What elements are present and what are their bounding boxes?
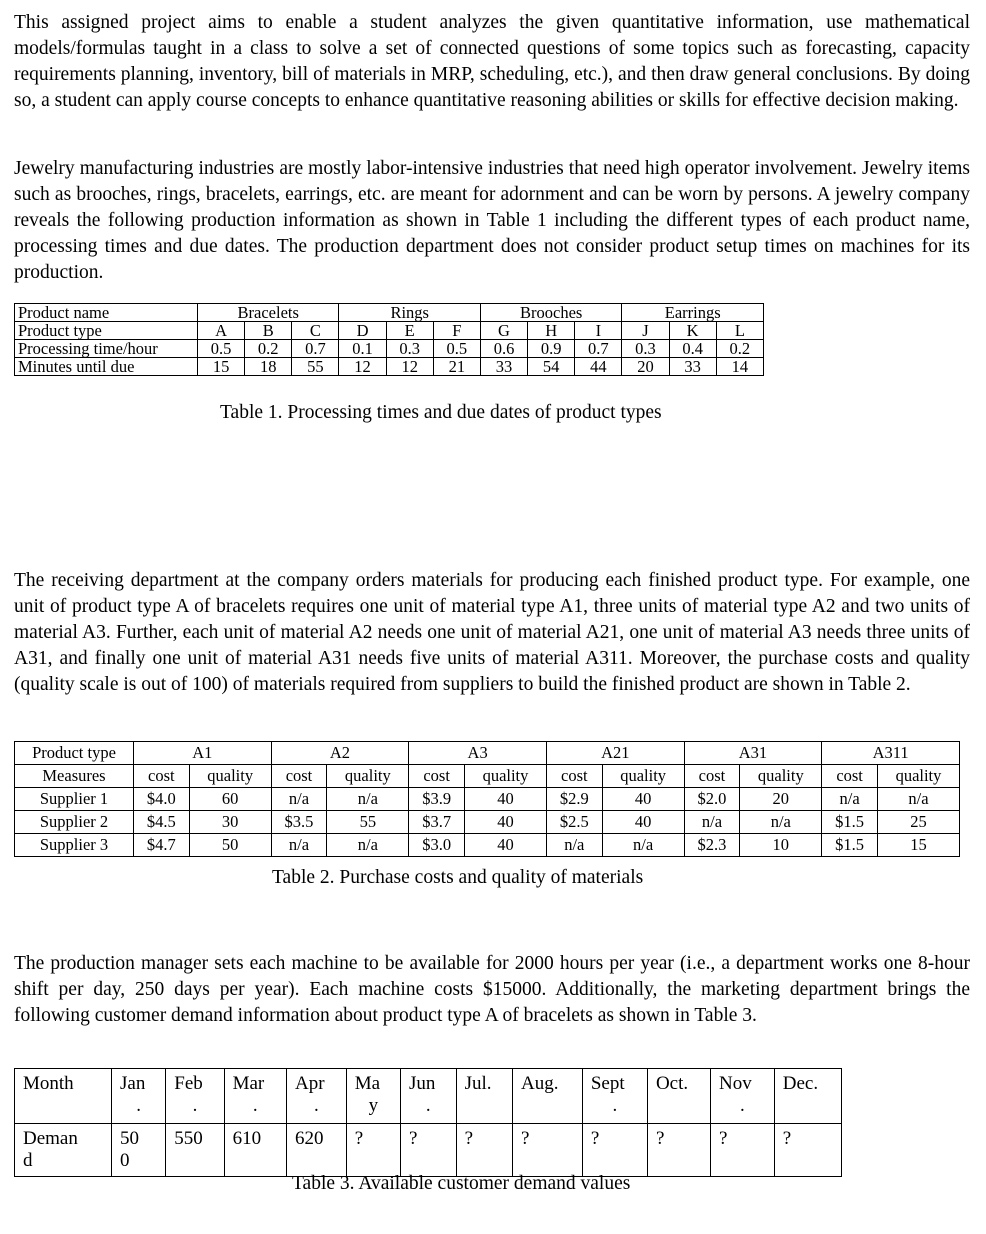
product-name-cell: Rings	[339, 304, 480, 322]
table-row	[15, 340, 764, 358]
month-cell: Apr .	[287, 1069, 347, 1124]
due-minutes-cell: 12	[339, 358, 386, 376]
product-type-cell: I	[575, 322, 622, 340]
cost-header: cost	[409, 765, 465, 788]
product-type-cell: D	[339, 322, 386, 340]
material-header: A2	[271, 742, 409, 765]
demand-table	[14, 1068, 842, 1177]
table-row	[15, 742, 960, 765]
supplier-value-cell: 40	[602, 788, 684, 811]
supplier-value-cell: 30	[189, 811, 271, 834]
processing-time-cell: 0.3	[622, 340, 669, 358]
row-label: Product type	[15, 322, 198, 340]
supplier-value-cell: n/a	[546, 834, 602, 857]
supplier-value-cell: 40	[464, 788, 546, 811]
processing-time-cell: 0.5	[433, 340, 480, 358]
processing-time-cell: 0.7	[575, 340, 622, 358]
supplier-value-cell: n/a	[740, 811, 822, 834]
month-cell: Jun .	[400, 1069, 456, 1124]
month-cell: Dec.	[774, 1069, 841, 1124]
cost-header: cost	[546, 765, 602, 788]
product-type-cell: K	[669, 322, 716, 340]
supplier-value-cell: n/a	[271, 788, 327, 811]
quality-header: quality	[877, 765, 959, 788]
supplier-value-cell: $1.5	[822, 834, 878, 857]
due-minutes-cell: 12	[386, 358, 433, 376]
cost-header: cost	[822, 765, 878, 788]
table-row	[15, 1124, 842, 1177]
month-cell: Aug.	[512, 1069, 582, 1124]
quality-header: quality	[189, 765, 271, 788]
month-label: Month	[15, 1069, 112, 1124]
cost-header: cost	[684, 765, 740, 788]
demand-cell: 610	[224, 1124, 286, 1177]
product-type-cell: J	[622, 322, 669, 340]
month-cell: Jul.	[456, 1069, 512, 1124]
material-header: A1	[134, 742, 272, 765]
cost-header: cost	[271, 765, 327, 788]
month-cell: Sept .	[582, 1069, 647, 1124]
supplier-value-cell: n/a	[327, 834, 409, 857]
table3-caption: Table 3. Available customer demand values	[292, 1173, 631, 1194]
demand-cell: ?	[582, 1124, 647, 1177]
due-minutes-cell: 15	[198, 358, 245, 376]
supplier-value-cell: $2.5	[546, 811, 602, 834]
product-type-cell: G	[480, 322, 527, 340]
product-type-cell: H	[528, 322, 575, 340]
product-type-cell: E	[386, 322, 433, 340]
due-minutes-cell: 54	[528, 358, 575, 376]
table1-caption: Table 1. Processing times and due dates of product types	[220, 402, 662, 423]
table-row	[15, 304, 764, 322]
table-row	[15, 765, 960, 788]
supplier-value-cell: $4.5	[134, 811, 190, 834]
demand-cell: 50 0	[112, 1124, 166, 1177]
supplier-value-cell: 40	[464, 811, 546, 834]
due-minutes-cell: 21	[433, 358, 480, 376]
product-type-cell: L	[716, 322, 763, 340]
material-header: A3	[409, 742, 547, 765]
table-row	[15, 322, 764, 340]
intro-paragraph: This assigned project aims to enable a student analyzes the given quantitative information, use mathematical models/formulas taught in a class to solve a set of connected questions of some topics such as forecasting, capacity requirements planning, inventory, bill of materials in MRP, scheduling, etc.), and then draw general conclusions. By doing so, a student can apply course concepts to enhance quantitative reasoning abilities or skills for effective decision making.	[14, 12, 970, 111]
supplier-value-cell: 55	[327, 811, 409, 834]
materials-table	[14, 741, 960, 857]
supplier-value-cell: n/a	[602, 834, 684, 857]
quality-header: quality	[740, 765, 822, 788]
demand-cell: ?	[711, 1124, 775, 1177]
supplier-value-cell: 40	[464, 834, 546, 857]
demand-cell: ?	[647, 1124, 710, 1177]
quality-header: quality	[464, 765, 546, 788]
demand-cell: 550	[166, 1124, 224, 1177]
supplier-value-cell: n/a	[271, 834, 327, 857]
supplier-value-cell: 15	[877, 834, 959, 857]
month-cell: Mar .	[224, 1069, 286, 1124]
supplier-label: Supplier 1	[15, 788, 134, 811]
demand-cell: ?	[400, 1124, 456, 1177]
product-name-cell: Brooches	[480, 304, 621, 322]
demand-cell: ?	[774, 1124, 841, 1177]
supplier-value-cell: 25	[877, 811, 959, 834]
supplier-label: Supplier 3	[15, 834, 134, 857]
due-minutes-cell: 33	[669, 358, 716, 376]
product-type-cell: C	[292, 322, 339, 340]
supplier-value-cell: $3.5	[271, 811, 327, 834]
table2-caption: Table 2. Purchase costs and quality of materials	[272, 867, 644, 888]
product-name-cell: Earrings	[622, 304, 764, 322]
supplier-value-cell: $4.7	[134, 834, 190, 857]
corner-cell: Product type	[15, 742, 134, 765]
processing-time-cell: 0.3	[386, 340, 433, 358]
supplier-value-cell: $2.3	[684, 834, 740, 857]
supplier-value-cell: $3.7	[409, 811, 465, 834]
due-minutes-cell: 33	[480, 358, 527, 376]
row-label: Product name	[15, 304, 198, 322]
supplier-value-cell: $3.0	[409, 834, 465, 857]
month-cell: Nov .	[711, 1069, 775, 1124]
supplier-value-cell: 40	[602, 811, 684, 834]
due-minutes-cell: 14	[716, 358, 763, 376]
due-minutes-cell: 55	[292, 358, 339, 376]
supplier-value-cell: $1.5	[822, 811, 878, 834]
supplier-value-cell: $2.9	[546, 788, 602, 811]
supplier-value-cell: $2.0	[684, 788, 740, 811]
processing-time-cell: 0.7	[292, 340, 339, 358]
processing-time-cell: 0.5	[198, 340, 245, 358]
supplier-value-cell: 50	[189, 834, 271, 857]
supplier-value-cell: 20	[740, 788, 822, 811]
demand-label: Deman d	[15, 1124, 112, 1177]
jewelry-paragraph: Jewelry manufacturing industries are mostly labor-intensive industries that need high operator involvement. Jewelry items such as brooches, rings, bracelets, earrings, etc. are meant for adornment and can be worn by persons. A jewelry company reveals the following production information as shown in Table 1 including the different types of each product name, processing times and due dates. The production department does not consider product setup times on machines for its production.	[14, 158, 970, 283]
materials-paragraph: The receiving department at the company orders materials for producing each finished product type. For example, one unit of product type A of bracelets requires one unit of material type A1, three units of material type A2 and two units of material A3. Further, each unit of material A2 needs one unit of material A21, one unit of material A3 needs three units of A31, and finally one unit of material A31 needs five units of material A311. Moreover, the purchase costs and quality (quality scale is out of 100) of materials required from suppliers to build the finished product are shown in Table 2.	[14, 570, 970, 695]
cost-header: cost	[134, 765, 190, 788]
supplier-value-cell: n/a	[684, 811, 740, 834]
supplier-value-cell: n/a	[877, 788, 959, 811]
supplier-label: Supplier 2	[15, 811, 134, 834]
demand-cell: ?	[456, 1124, 512, 1177]
product-type-cell: A	[198, 322, 245, 340]
product-type-cell: F	[433, 322, 480, 340]
processing-time-cell: 0.2	[716, 340, 763, 358]
month-cell: Oct.	[647, 1069, 710, 1124]
month-cell: Feb .	[166, 1069, 224, 1124]
supplier-value-cell: n/a	[327, 788, 409, 811]
production-paragraph: The production manager sets each machine to be available for 2000 hours per year (i.e., a department works one 8-hour shift per day, 250 days per year). Each machine costs $15000. Additionally, the marketing department brings the following customer demand information about product type A of bracelets as shown in Table 3.	[14, 953, 970, 1026]
material-header: A31	[684, 742, 822, 765]
material-header: A311	[822, 742, 960, 765]
quality-header: quality	[327, 765, 409, 788]
processing-times-table	[14, 303, 764, 376]
material-header: A21	[546, 742, 684, 765]
processing-time-cell: 0.9	[528, 340, 575, 358]
processing-time-cell: 0.4	[669, 340, 716, 358]
processing-time-cell: 0.2	[245, 340, 292, 358]
demand-cell: 620	[287, 1124, 347, 1177]
supplier-value-cell: 60	[189, 788, 271, 811]
due-minutes-cell: 44	[575, 358, 622, 376]
row-label: Minutes until due	[15, 358, 198, 376]
table-row	[15, 834, 960, 857]
table-row	[15, 1069, 842, 1124]
supplier-value-cell: n/a	[822, 788, 878, 811]
demand-cell: ?	[346, 1124, 400, 1177]
month-cell: Ma y	[346, 1069, 400, 1124]
table-row	[15, 788, 960, 811]
month-cell: Jan .	[112, 1069, 166, 1124]
demand-cell: ?	[512, 1124, 582, 1177]
processing-time-cell: 0.6	[480, 340, 527, 358]
supplier-value-cell: $3.9	[409, 788, 465, 811]
measures-label: Measures	[15, 765, 134, 788]
supplier-value-cell: $4.0	[134, 788, 190, 811]
row-label: Processing time/hour	[15, 340, 198, 358]
table-row	[15, 811, 960, 834]
product-name-cell: Bracelets	[198, 304, 339, 322]
table-row	[15, 358, 764, 376]
due-minutes-cell: 20	[622, 358, 669, 376]
due-minutes-cell: 18	[245, 358, 292, 376]
processing-time-cell: 0.1	[339, 340, 386, 358]
quality-header: quality	[602, 765, 684, 788]
supplier-value-cell: 10	[740, 834, 822, 857]
product-type-cell: B	[245, 322, 292, 340]
